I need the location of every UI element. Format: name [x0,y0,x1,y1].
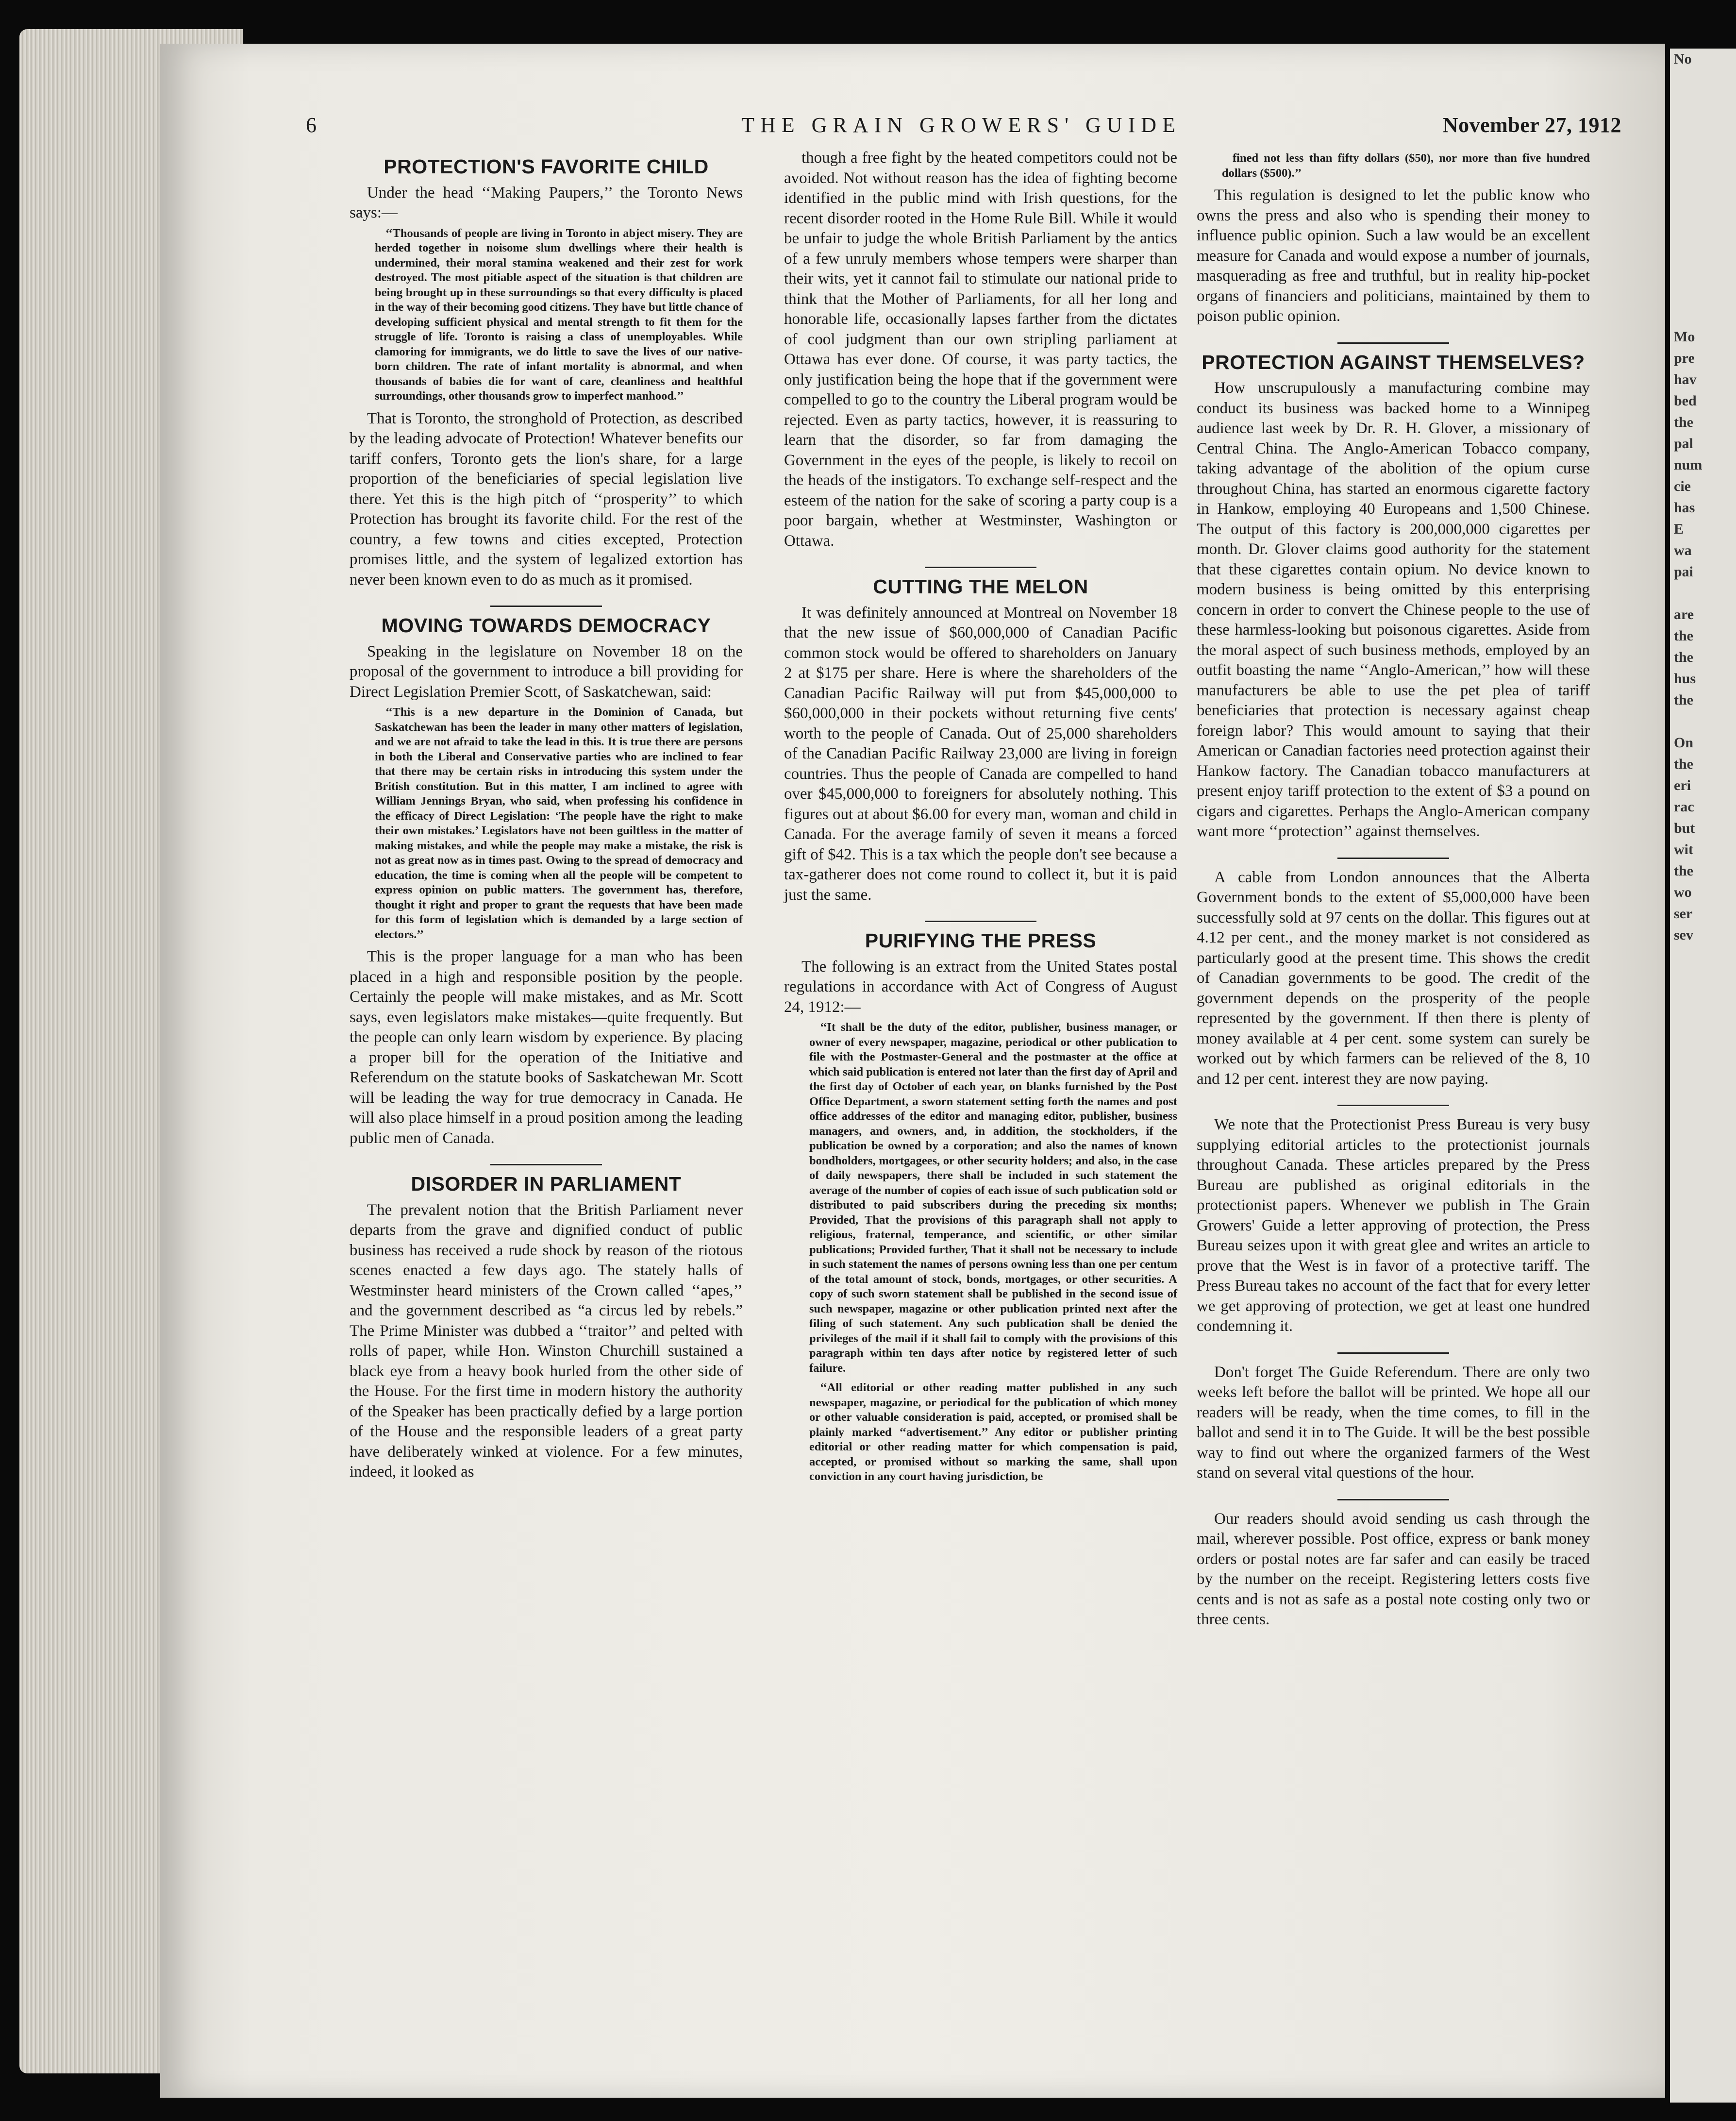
article-headline: MOVING TOWARDS DEMOCRACY [381,614,711,637]
section-divider [1337,858,1449,859]
section-divider [1337,342,1449,344]
quoted-passage: ‘‘This is a new departure in the Dominion of Canada, but Saskatchewan has been the leader in many other matters of legislation, and we are not afraid to take the lead in this. It is true there are persons in both the Liberal and Conservative parties who are inclined to fear that there may be certain risks in introducing this system under the British constitution. But in this matter, I am inclined to agree with William Jennings Bryan, who said, when professing his confidence in the efficacy of Direct Legislation: ‘The people have the right to make their own mistakes.’ Legislators have not been guiltless in the matter of making mistakes, and while the people may make a mistake, the risk is not as great now as in times past. Owing to the spread of democracy and education, the time is coming when all the people will be competent to express opinion on public matters. The government has, therefore, thought it right and proper to grant the requests that have been made for this form of legislation which is demanded by a large section of electors.’’ [375,706,743,941]
issue-date: November 27, 1912 [1442,113,1621,137]
article-headline: PROTECTION AGAINST THEMSELVES? [1202,351,1585,373]
quoted-passage: ‘‘All editorial or other reading matter published in any such newspaper, magazine, or periodical for the publication of which money or other valuable consideration is paid, accepted, or promised shall be plainly marked ‘‘advertisement.’’ Any editor or publisher printing editorial or other reading matter for which compensation is paid, accepted, or promised without so marking the same, shall upon conviction in any court having jurisdiction, be [809,1381,1177,1483]
adjacent-page-strip [1670,49,1736,2103]
section-divider [1337,1499,1449,1500]
quoted-passage: ‘‘Thousands of people are living in Toronto in abject misery. They are herded together in noisome slum dwellings where their health is undermined, their moral stamina weakened and their zest for work destroyed. The most pitiable aspect of the situation is that children are being brought up in these surroundings so that every difficulty is placed in the way of their becoming good citizens. They have but little chance of developing sufficient physical and mental strength to fit them for the struggle of life. Toronto is raising a class of unemployables. While clamoring for immigrants, we do little to save the lives of our native-born children. The rate of infant mortality is abnormal, and when thousands of babies die for want of care, cleanliness and healthful surroundings, other thousands grow to imperfect manhood.’’ [375,226,743,403]
article-paragraph: though a free fight by the heated competitors could not be avoided. Not without reason has the idea of fighting become identified in the public mind with Irish questions, for the recent disorder rooted in the Home Rule Bill. While it would be unfair to judge the whole British Parliament by the antics of a few unruly members whose tempers were sharper than their wits, yet it cannot fail to stimulate our national pride to think that the Mother of Parliaments, for all her long and honorable life, occasionally lapses farther from the dictates of cool judgment than our own stripling parliament at Ottawa has ever done. Of course, it was party tactics, the only justification being the hope that if the government were compelled to go to the country the Liberal program would be rejected. Even as party tactics, however, it is reassuring to learn that the disorder, so far from damaging the Government in the eyes of the people, is likely to recoil on the heads of the instigators. To exchange self-respect and the esteem of the nation for the sake of scoring a party coup is a poor bargain, whether at Westminster, Washington or Ottawa. [784,149,1177,550]
article-paragraph: Don't forget The Guide Referendum. There are only two weeks left before the ballot will be printed. We hope all our readers will be ready, when the time comes, to fill in the ballot and send it in to The Guide. It will be the best possible way to find out where the organized farmers of the West stand on several vital questions of the hour. [1197,1363,1590,1481]
column-2 [784,148,1177,1489]
adjacent-page-text: No Mo pre hav bed the pal num cie has E wa pai are the the hus the On the eri rac but wit the wo ser sev [1674,51,1703,943]
section-divider [1337,1352,1449,1354]
article-paragraph: This is the proper language for a man who has been placed in a high and responsible position by the people. Certainly the people will make mistakes, and as Mr. Scott says, even legislators make mistakes—quite frequently. But the people can only learn wisdom by experience. By placing a proper bill for the operation of the Initiative and Referendum on the statute books of Saskatchewan Mr. Scott will be leading the way for true democracy in Canada. He will also place himself in a proud position among the leading public men of Canada. [350,948,743,1147]
page-header [291,113,1631,142]
quoted-passage: fined not less than fifty dollars ($50), nor more than five hundred dollars ($500).’’ [1222,152,1590,180]
article-headline: PURIFYING THE PRESS [865,929,1097,952]
section-divider [1337,1105,1449,1106]
article-paragraph: Under the head ‘‘Making Paupers,’’ the Toronto News says:— [350,184,743,221]
article-paragraph: This regulation is designed to let the public know who owns the press and also who is spending their money to influence public opinion. Such a law would be an excellent measure for Canada and would expose a number of journals, masquerading as free and truthful, but in reality hip-pocket organs of financiers and politicians, maintained by them to poison public opinion. [1197,186,1590,325]
section-divider [925,921,1036,922]
journal-title: THE GRAIN GROWERS' GUIDE [741,113,1181,137]
section-divider [490,606,602,607]
article-headline: CUTTING THE MELON [873,575,1088,598]
page-number: 6 [306,113,317,137]
article-headline: DISORDER IN PARLIAMENT [411,1173,682,1195]
article-paragraph: Our readers should avoid sending us cash through the mail, wherever possible. Post office, express or bank money orders or postal notes are far safer and can easily be traced by the number on the receipt. Registering letters costs five cents and is not as safe as a postal note costing only two or three cents. [1197,1510,1590,1628]
column-3 [1197,148,1590,1630]
article-paragraph: We note that the Protectionist Press Bureau is very busy supplying editorial articles to the protectionist journals throughout Canada. These articles prepared by the Press Bureau are published as original editorials in the protectionist papers. Whenever we publish in The Grain Growers' Guide a letter approving of protection, the Press Bureau seizes upon it with great glee and writes an article to prove that the West is in favor of a protective tariff. The Press Bureau takes no account of the fact that for every letter we get approving of protection, we get at least one hundred condemning it. [1197,1116,1590,1335]
article-paragraph: A cable from London announces that the Alberta Government bonds to the extent of $5,000,000 have been successfully sold at 97 cents on the dollar. This figures out at 4.12 per cent., and the money market is not considered as particularly good at the present time. This shows the credit of Canadian governments to be good. The credit of the government depends on the prosperity of the people represented by the government. If then there is plenty of money available at 4 per cent. some system can surely be worked out by which farmers can be relieved of the 8, 10 and 12 per cent. interest they are now paying. [1197,868,1590,1088]
article-headline: PROTECTION'S FAVORITE CHILD [384,155,709,178]
section-divider [925,567,1036,568]
quoted-passage: ‘‘It shall be the duty of the editor, publisher, business manager, or owner of every newspaper, magazine, periodical or other publication to file with the Postmaster-General and the postmaster at the office at which said publication is entered not later than the first day of April and the first day of October of each year, on blanks furnished by the Post Office Department, a sworn statement setting forth the names and post office addresses of the editor and managing editor, publisher, business managers, and owners, and, in addition, the stockholders, if the publication be owned by a corporation; and also the names of known bondholders, mortgagees, or other security holders; and also, in the case of daily newspapers, there shall be included in such statement the average of the number of copies of each issue of such publication sold or distributed to paid subscribers during the preceding six months; Provided, That the provisions of this paragraph shall not apply to religious, fraternal, temperance, and scientific, or other similar publications; Provided further, That it shall not be necessary to include in such statement the names of persons owning less than one per centum of the total amount of stock, bonds, mortgages, or other securities. A copy of such sworn statement shall be published in the second issue of such newspaper, magazine or other publication printed next after the filing of such statement. Any such publication shall be denied the privileges of the mail if it shall fail to comply with the provisions of this paragraph within ten days after notice by registered letter of such failure. [809,1021,1177,1375]
article-paragraph: Speaking in the legislature on November 18 on the proposal of the government to introduce a bill providing for Direct Legislation Premier Scott, of Saskatchewan, said: [350,642,743,701]
article-paragraph: How unscrupulously a manufacturing combine may conduct its business was backed home to a Winnipeg audience last week by Dr. R. H. Glover, a missionary of Central China. The Anglo-American Tobacco company, taking advantage of the abolition of the opium curse throughout China, has started an enormous cigarette factory in Hankow, employing 40 Europeans and 1,500 Chinese. The output of this factory is 200,000,000 cigarettes per month. Dr. Glover claims good authority for the statement that these cigarettes contain opium. No device known to modern business is being omitted by this enterprising concern in order to convert the Chinese people to the use of these harmless-looking but poisonous cigarettes. Aside from the moral aspect of such business methods, employed by an outfit boasting the name ‘‘Anglo-American,’’ how will these manufacturers be able to use the pet plea of tariff beneficiaries that protection is necessary against cheap foreign labor? This would amount to saying that their American or Canadian factories need protection against their Hankow factory. The Canadian tobacco manufacturers at present enjoy tariff protection to the extent of $3 a pound on cigars and cigarettes. Perhaps the Anglo-American company want more ‘‘protection’’ against themselves. [1197,379,1590,840]
article-paragraph: It was definitely announced at Montreal on November 18 that the new issue of $60,000,000 of Canadian Pacific common stock would be offered to shareholders on January 2 at $175 per share. Here is where the shareholders of the Canadian Pacific Railway will put from $45,000,000 to $60,000,000 in their pockets without returning five cents' worth to the people of Canada. Out of 25,000 shareholders of the Canadian Pacific Railway 23,000 are living in foreign countries. Thus the people of Canada are compelled to hand over $45,000,000 to foreigners for absolutely nothing. This figures out at about $6.00 for every man, woman and child in Canada. For the average family of seven it means a forced gift of $42. This is a tax which the people don't see because a tax-gatherer does not come round to collect it, but it is paid just the same. [784,604,1177,904]
column-1 [350,148,743,1482]
article-paragraph: That is Toronto, the stronghold of Protection, as described by the leading advocate of Protection! Whatever benefits our tariff confers, Toronto gets the lion's share, for a large proportion of the beneficiaries of special legislation live there. Yet this is the high pitch of ‘‘prosperity’’ to which Protection has brought its favorite child. For the rest of the country, a few towns and cities excepted, Protection promises little, and the system of legalized extortion has never been known even to do as much as it promised. [350,409,743,589]
article-paragraph: The following is an extract from the United States postal regulations in accordance with Act of Congress of August 24, 1912:— [784,958,1177,1016]
section-divider [490,1164,602,1165]
article-paragraph: The prevalent notion that the British Parliament never departs from the grave and dignified conduct of public business has received a rude shock by reason of the riotous scenes enacted a few days ago. The stately halls of Westminster heard ministers of the Crown called ‘‘apes,’’ and the government described as “a circus led by rebels.” The Prime Minister was dubbed a ‘‘traitor’’ and pelted with rolls of paper, while Hon. Winston Churchill sustained a black eye from a heavy book hurled from the other side of the House. For the first time in modern history the authority of the Speaker has been practically defied by a large portion of the House and the responsible leaders of a great party have deliberately winked at violence. For a few minutes, indeed, it looked as [350,1201,743,1481]
